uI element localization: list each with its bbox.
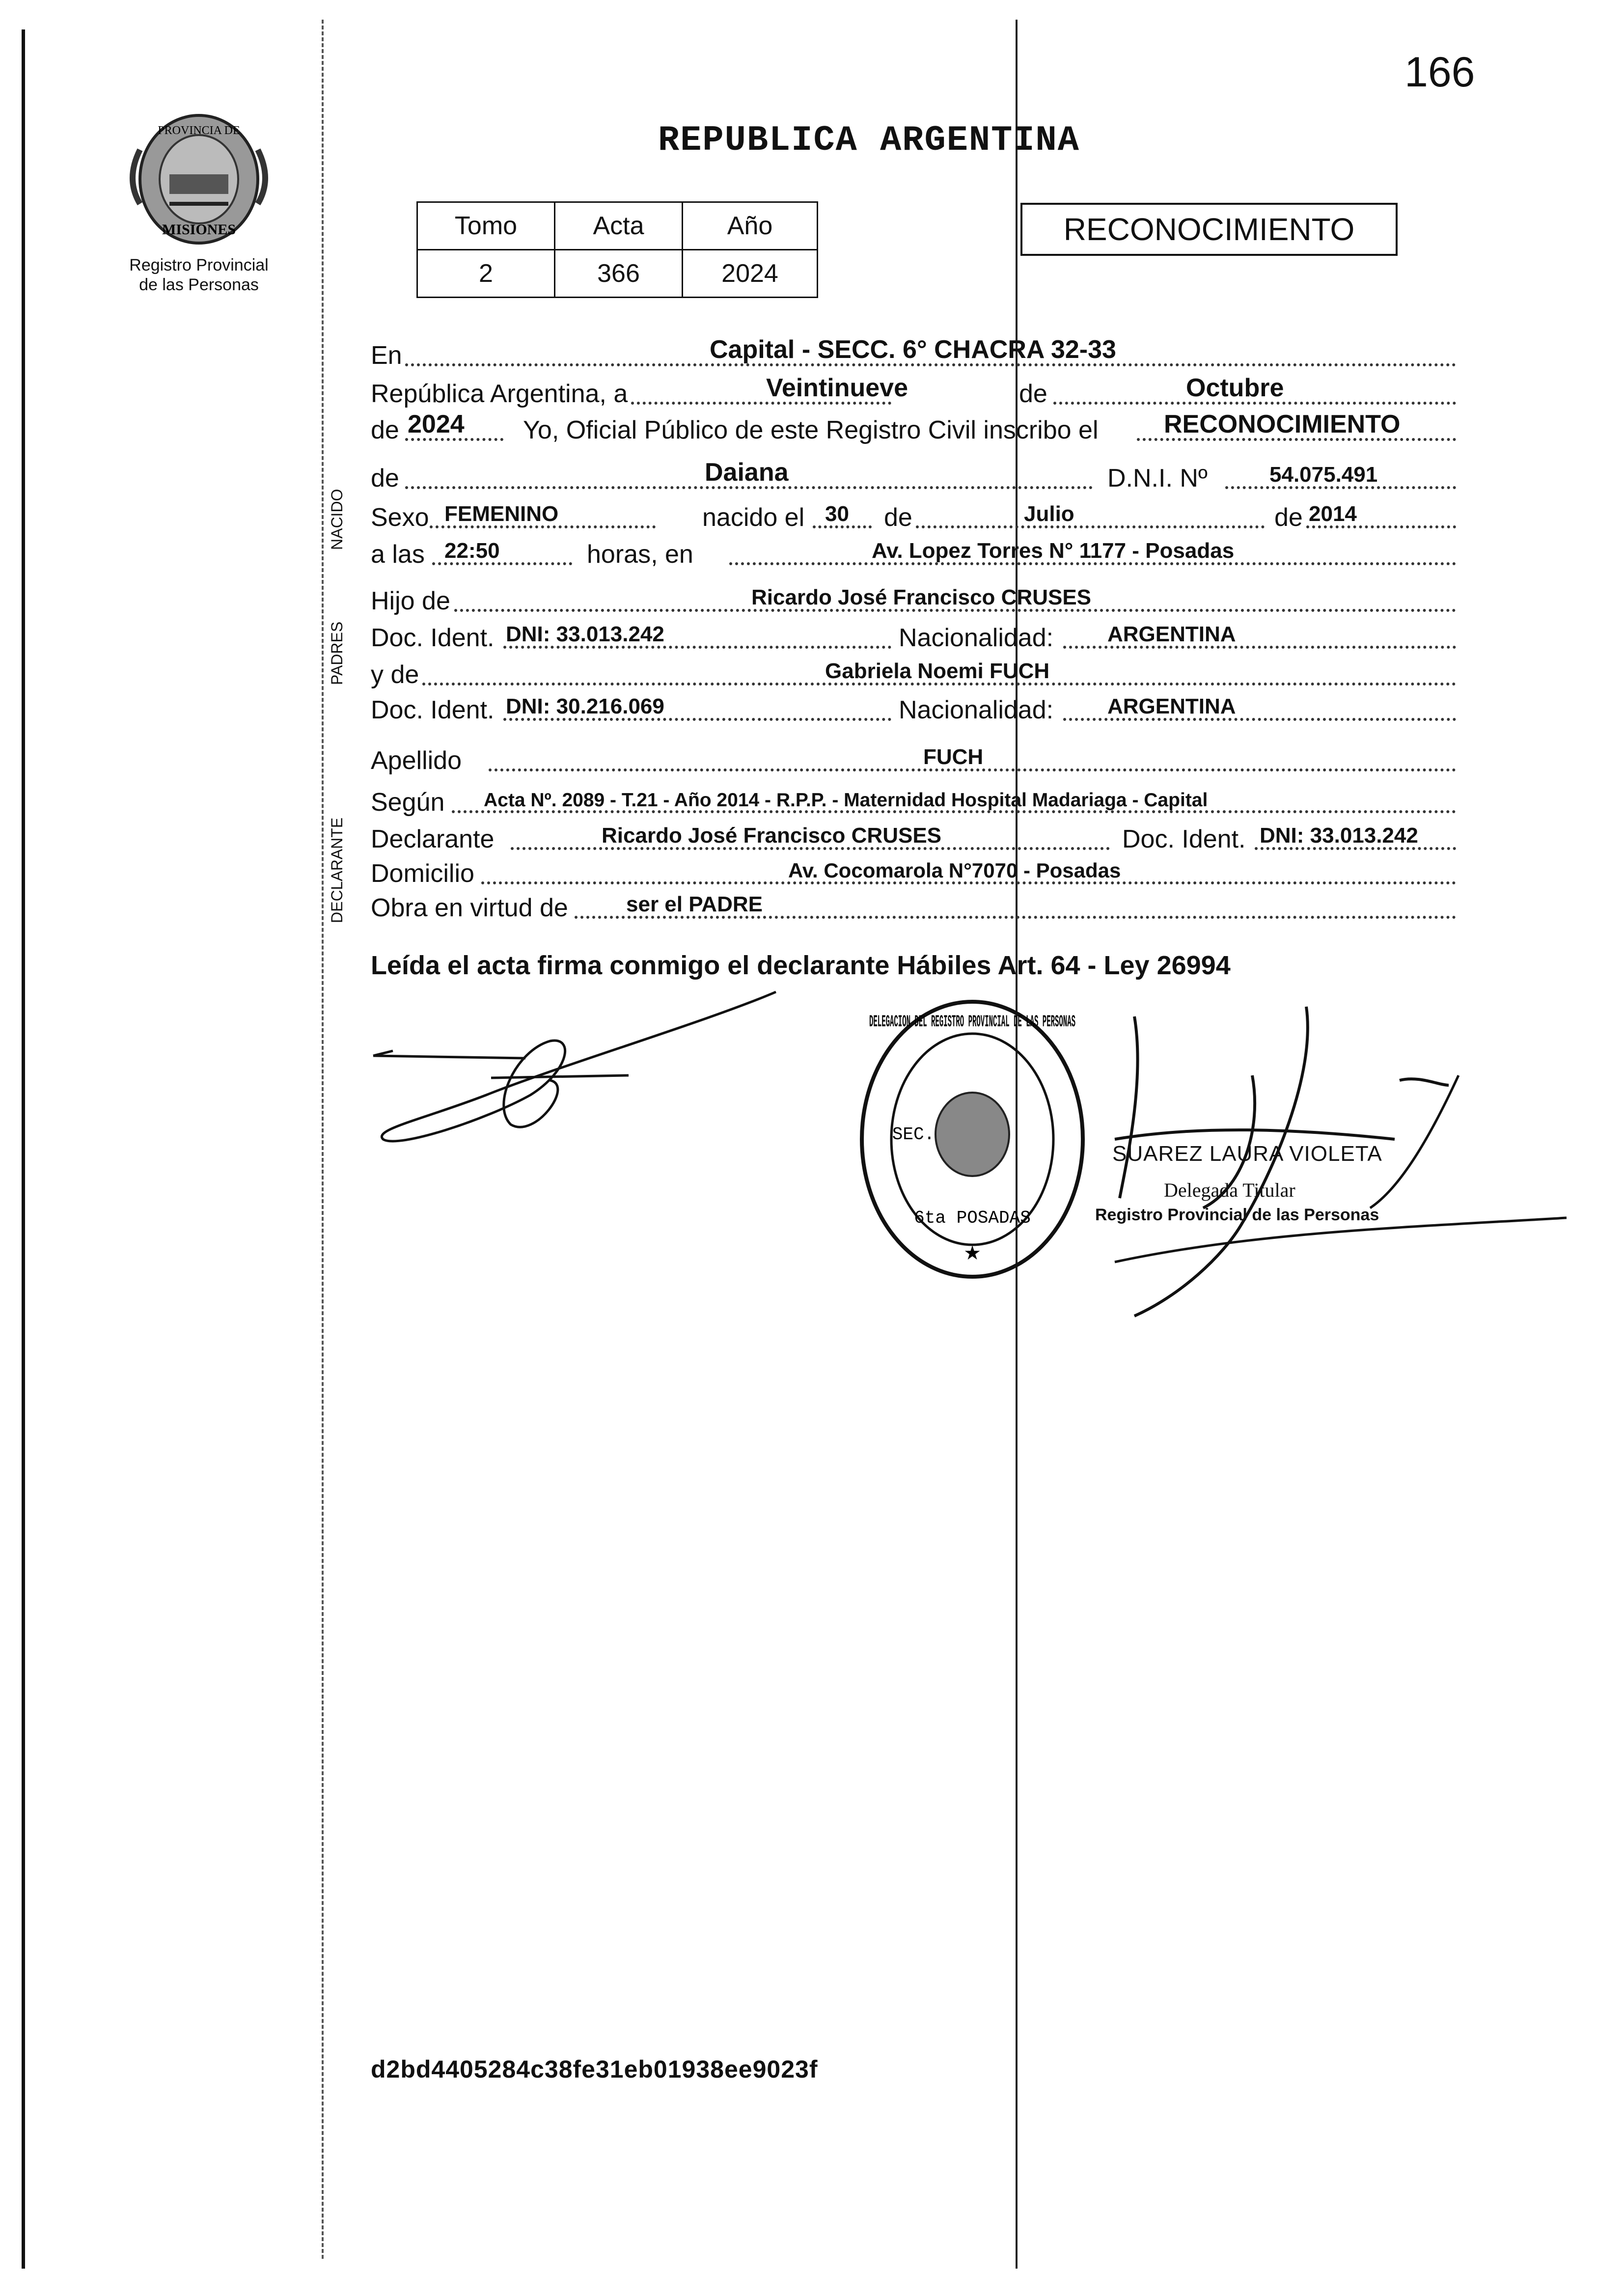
padre-value: Ricardo José Francisco CRUSES xyxy=(751,585,1092,609)
obra-label: Obra en virtud de xyxy=(371,894,568,922)
line-fecha xyxy=(371,374,1456,411)
closing-text: Leída el acta firma conmigo el declarante Hábiles Art. 64 - Ley 26994 xyxy=(371,951,1231,980)
line-en xyxy=(371,335,1456,373)
hora-value: 22:50 xyxy=(444,539,500,563)
de-label: de xyxy=(1019,380,1047,408)
volume-header-anio: Año xyxy=(683,202,818,250)
nac-mes-value: Julio xyxy=(1024,502,1074,526)
oficial-label: Yo, Oficial Público de este Registro Civil inscribo el xyxy=(523,416,1099,444)
seal-star: ★ xyxy=(963,1242,981,1264)
declarante-label: Declarante xyxy=(371,825,495,853)
declarant-signature-icon xyxy=(363,982,805,1169)
segun-label: Según xyxy=(371,788,445,817)
line-inscribo xyxy=(371,410,1456,448)
apellido-label: Apellido xyxy=(371,746,462,775)
side-label-nacido: NACIDO xyxy=(328,489,346,550)
seal-text: DELEGACION DEL REGISTRO PROVINCIAL DE LAS PERSONAS xyxy=(869,1013,1075,1032)
sexo-label: Sexo xyxy=(371,503,429,532)
emblem-caption xyxy=(93,255,304,295)
horas-label: horas, en xyxy=(587,540,693,569)
side-label-padres: PADRES xyxy=(328,621,346,685)
left-margin-bar xyxy=(22,29,25,2269)
line-madre xyxy=(371,658,1456,692)
dni-value: 54.075.491 xyxy=(1269,463,1378,487)
segun-value: Acta Nº. 2089 - T.21 - Año 2014 - R.P.P. - Maternidad Hospital Madariaga - Capital xyxy=(484,790,1208,811)
act-type-box: RECONOCIMIENTO xyxy=(1020,203,1398,256)
seal-inner-left: SEC. xyxy=(892,1124,935,1145)
signatory-title: Delegada Titular xyxy=(1164,1179,1295,1201)
provincia-misiones-emblem-icon xyxy=(120,106,277,248)
hijo-label: Hijo de xyxy=(371,587,450,615)
volume-value-acta: 366 xyxy=(555,250,683,298)
apellido-value: FUCH xyxy=(923,745,984,769)
de5-label: de xyxy=(1274,503,1303,532)
volume-value-anio: 2024 xyxy=(683,250,818,298)
nac-dia-value: 30 xyxy=(825,502,849,526)
decl-doc-value: DNI: 33.013.242 xyxy=(1260,823,1418,848)
line-padre-doc xyxy=(371,621,1456,656)
nacido-label: nacido el xyxy=(702,503,805,532)
doc-label-2: Doc. Ident. xyxy=(371,696,495,724)
en-label: En xyxy=(371,341,402,370)
lugar-value: Av. Lopez Torres N° 1177 - Posadas xyxy=(872,539,1235,563)
line-domicilio xyxy=(371,857,1456,891)
mes-value: Octubre xyxy=(1186,374,1284,402)
nac-label-2: Nacionalidad: xyxy=(899,696,1054,724)
dni-label: D.N.I. Nº xyxy=(1107,464,1208,493)
volume-value-tomo: 2 xyxy=(417,250,555,298)
declarante-value: Ricardo José Francisco CRUSES xyxy=(602,823,942,848)
volume-table xyxy=(416,201,818,298)
madre-nac-value: ARGENTINA xyxy=(1107,694,1236,718)
line-segun xyxy=(371,786,1456,820)
anio-value: 2024 xyxy=(408,410,465,439)
doc-label: Doc. Ident. xyxy=(371,624,495,652)
margin-dashed-line xyxy=(322,20,325,2259)
side-label-declarante: DECLARANTE xyxy=(328,817,346,923)
official-seal-icon xyxy=(854,992,1090,1287)
obra-value: ser el PADRE xyxy=(626,892,763,916)
line-declarante xyxy=(371,823,1456,857)
emblem-text-bottom: MISIONES xyxy=(162,221,236,238)
line-apellido xyxy=(371,744,1456,778)
official-signature-icon xyxy=(1056,1002,1571,1336)
nombre-value: Daiana xyxy=(705,458,789,487)
domicilio-value: Av. Cocomarola N°7070 - Posadas xyxy=(788,859,1121,882)
yde-label: y de xyxy=(371,660,419,689)
domicilio-label: Domicilio xyxy=(371,859,474,888)
sexo-value: FEMENINO xyxy=(444,502,559,526)
document-hash: d2bd4405284c38fe31eb01938ee9023f xyxy=(371,2056,818,2083)
padre-doc-value: DNI: 33.013.242 xyxy=(506,622,664,646)
en-value: Capital - SECC. 6° CHACRA 32-33 xyxy=(710,335,1116,364)
padre-nac-value: ARGENTINA xyxy=(1107,622,1236,646)
signatory-name: SUAREZ LAURA VIOLETA xyxy=(1112,1142,1382,1166)
alas-label: a las xyxy=(371,540,425,569)
de2-label: de xyxy=(371,416,399,444)
de4-label: de xyxy=(884,503,912,532)
line-sexo xyxy=(371,501,1456,535)
line-hora xyxy=(371,538,1456,572)
nac-label: Nacionalidad: xyxy=(899,624,1054,652)
emblem-caption-line1: Registro Provincial xyxy=(129,256,269,274)
madre-value: Gabriela Noemi FUCH xyxy=(825,659,1050,683)
acto-value: RECONOCIMIENTO xyxy=(1164,410,1401,439)
doc-label-3: Doc. Ident. xyxy=(1122,825,1246,853)
de3-label: de xyxy=(371,464,399,493)
emblem-text-top: PROVINCIA DE xyxy=(158,124,240,137)
dots xyxy=(916,525,1265,528)
madre-doc-value: DNI: 30.216.069 xyxy=(506,694,664,718)
line-obra xyxy=(371,891,1456,926)
line-madre-doc xyxy=(371,693,1456,728)
page-title: REPUBLICA ARGENTINA xyxy=(658,120,1080,161)
republica-label: República Argentina, a xyxy=(371,380,628,408)
volume-header-acta: Acta xyxy=(555,202,683,250)
volume-header-tomo: Tomo xyxy=(417,202,555,250)
seal-inner-bottom: 6ta POSADAS xyxy=(914,1208,1031,1228)
line-nombre xyxy=(371,458,1456,496)
dia-value: Veintinueve xyxy=(766,374,908,402)
nac-anio-value: 2014 xyxy=(1309,502,1357,526)
line-hijo xyxy=(371,584,1456,619)
signatory-org: Registro Provincial de las Personas xyxy=(1095,1206,1379,1224)
page-number: 166 xyxy=(1404,49,1475,96)
emblem-caption-line2: de las Personas xyxy=(139,275,259,294)
